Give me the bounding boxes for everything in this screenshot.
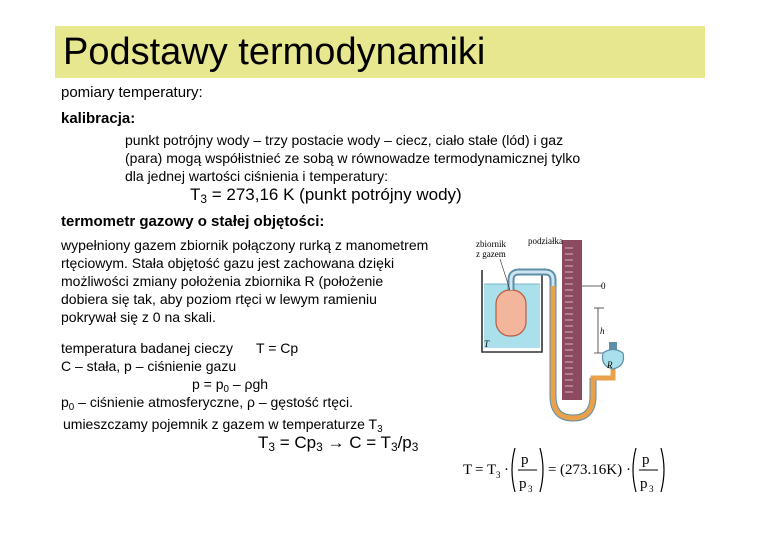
bulb-label-2: z gazem	[476, 249, 506, 259]
calibration-line-3: dla jednej wartości ciśnienia i temperatury:	[125, 168, 389, 184]
formula-p-numerator-2: p	[642, 452, 650, 468]
temperature-formula	[455, 440, 670, 500]
calibration-line-1: punkt potrójny wody – trzy postacie wody – ciecz, ciało stałe (lód) i gaz	[125, 132, 564, 148]
gas-desc-line-1: wypełniony gazem zbiornik połączony rurką z manometrem	[61, 237, 429, 253]
container-placement-text: umieszczamy pojemnik z gazem w temperaturze $T_3$	[63, 416, 383, 435]
formula-equals-1: =	[475, 462, 484, 478]
gas-desc-line-3: możliwości zmiany położenia zbiornika R (położenie	[61, 273, 384, 289]
paren-left-1	[512, 448, 515, 492]
zero-label: 0	[601, 281, 606, 291]
formula-p-numerator-1: p	[521, 452, 529, 468]
formula-equals-2: =	[548, 462, 557, 478]
calibration-heading: kalibracja:	[61, 110, 136, 127]
formula-p-denominator-2: p	[640, 476, 648, 492]
calibration-line-2: (para) mogą współistnieć ze sobą w równowadze termodynamicznej tylko	[125, 150, 581, 166]
bulb-label-1: zbiornik	[476, 239, 506, 249]
reservoir-r	[602, 350, 623, 370]
temperature-relation: T = Cp	[256, 340, 299, 356]
paren-right-2	[661, 448, 664, 492]
atmospheric-pressure-definition: $p_0$ – ciśnienie atmosferyczne, ρ – gęstość rtęci.	[61, 394, 353, 413]
temperature-label: T	[484, 339, 490, 349]
reservoir-neck	[609, 342, 617, 350]
reservoir-label: R	[607, 360, 613, 370]
gas-desc-line-4: dobiera się tak, aby poziom rtęci w lewym ramieniu	[61, 291, 377, 307]
gas-thermometer-diagram	[470, 228, 670, 433]
constant-definition: C – stała, p – ciśnienie gazu	[61, 358, 237, 374]
formula-T: T	[463, 462, 473, 478]
formula-T3: T	[487, 462, 497, 478]
scale-label: podziałka	[528, 236, 563, 246]
paren-right-1	[540, 448, 543, 492]
gas-desc-line-2: rtęciowym. Stała objętość gazu jest zachowana dzięki	[61, 255, 395, 271]
gas-desc-line-5: pokrywał się z 0 na skali.	[61, 309, 216, 325]
height-label: h	[600, 326, 605, 336]
pressure-equation: $p = p_0 - \rho gh$	[192, 376, 269, 395]
formula-dot-2: ·	[626, 462, 631, 478]
formula-T3-subscript: 3	[496, 470, 501, 480]
triple-point-equation: $T_3 = 273,16$ K (punkt potrójny wody)	[190, 185, 462, 206]
liquid-temperature-label: temperatura badanej cieczy	[61, 340, 233, 356]
paren-left-2	[633, 448, 636, 492]
gas-thermometer-heading: termometr gazowy o stałej objętości:	[61, 213, 325, 230]
formula-constant: (273.16K)	[560, 462, 623, 478]
page-title: Podstawy termodynamiki	[63, 31, 486, 73]
title-bar	[55, 26, 705, 78]
gas-bulb	[496, 290, 526, 336]
formula-p3-subscript-2: 3	[649, 484, 654, 494]
measurement-label: pomiary temperatury:	[61, 84, 203, 101]
calibration-result-equation: $T_3 = Cp_3 \to C = T_3/p_3$	[258, 433, 419, 454]
formula-p-denominator-1: p	[519, 476, 527, 492]
formula-p3-subscript-1: 3	[528, 484, 533, 494]
formula-dot-1: ·	[504, 462, 509, 478]
